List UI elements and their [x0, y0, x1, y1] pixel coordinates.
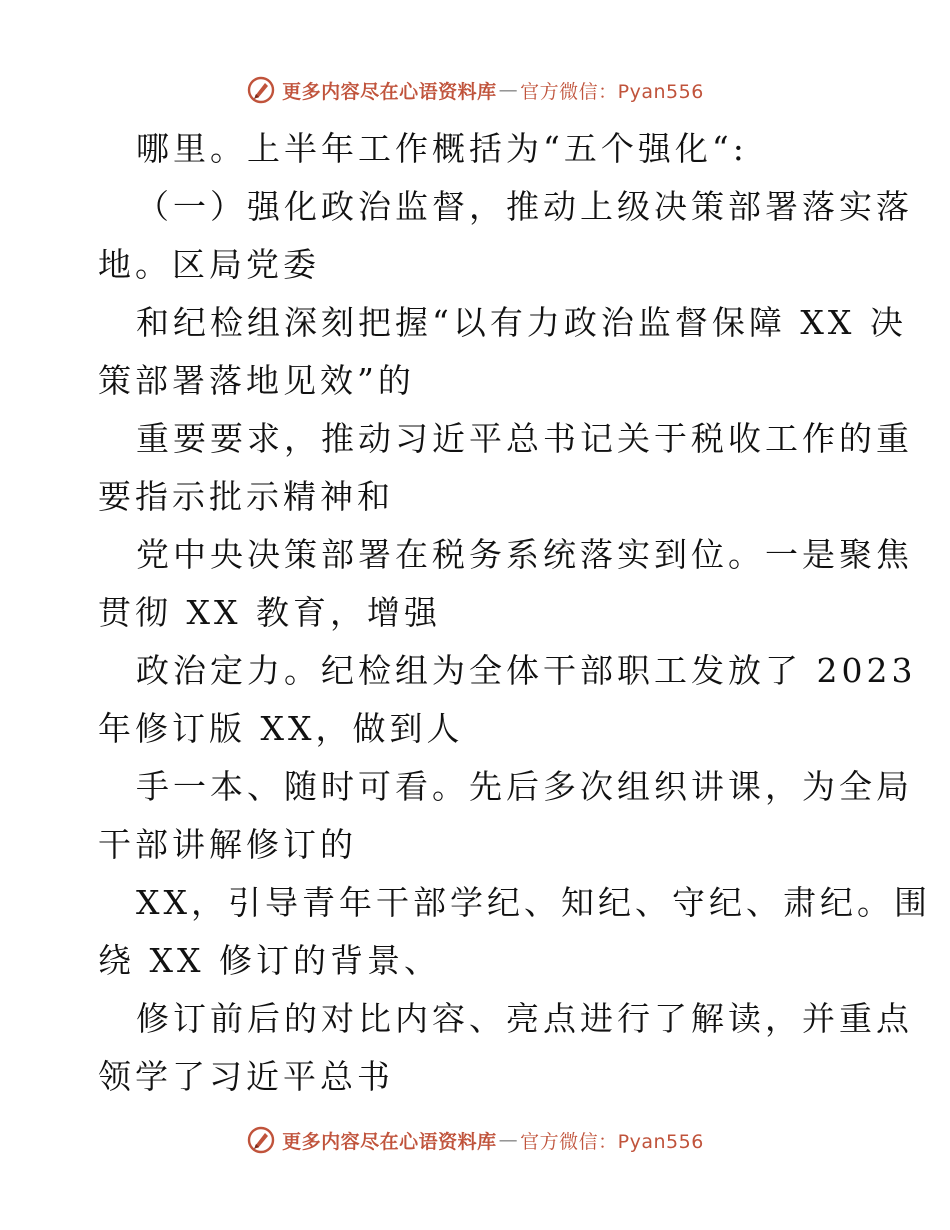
pen-nib-logo-icon [246, 1125, 276, 1155]
body-line: 哪里。上半年工作概括为“五个强化“: [136, 129, 748, 168]
footer-watermark [0, 1120, 950, 1160]
watermark-text: 更多内容尽在心语资料库 [282, 1130, 497, 1153]
body-line: 策部署落地见效”的 [98, 361, 415, 400]
watermark-contact: 官方微信：Pyan556 [520, 80, 704, 103]
body-line: 领学了习近平总书 [98, 1057, 394, 1096]
body-line: 干部讲解修订的 [98, 825, 357, 864]
body-line: （一）强化政治监督，推动上级决策部署落实落 [136, 187, 913, 226]
watermark-separator: — [498, 1129, 519, 1151]
body-line: 党中央决策部署在税务系统落实到位。一是聚焦 [136, 535, 913, 574]
body-line: XX，引导青年干部学纪、知纪、守纪、肃纪。围 [136, 883, 931, 922]
watermark-text: 更多内容尽在心语资料库 [282, 80, 497, 103]
body-line: 绕 XX 修订的背景、 [98, 941, 441, 980]
body-line: 政治定力。纪检组为全体干部职工发放了 2023 [136, 651, 917, 690]
body-line: 年修订版 XX，做到人 [98, 709, 464, 748]
body-line: 和纪检组深刻把握“以有力政治监督保障 XX 决 [136, 303, 907, 342]
header-watermark [0, 70, 950, 110]
body-line: 修订前后的对比内容、亮点进行了解读，并重点 [136, 999, 913, 1038]
body-line: 要指示批示精神和 [98, 477, 394, 516]
body-line: 重要要求，推动习近平总书记关于税收工作的重 [136, 419, 913, 458]
watermark-contact: 官方微信：Pyan556 [520, 1130, 704, 1153]
pen-nib-logo-icon [246, 75, 276, 105]
body-line: 手一本、随时可看。先后多次组织讲课，为全局 [136, 767, 913, 806]
document-body [98, 120, 931, 1106]
body-line: 地。区局党委 [98, 245, 320, 284]
watermark-separator: — [498, 79, 519, 101]
body-line: 贯彻 XX 教育，增强 [98, 593, 441, 632]
